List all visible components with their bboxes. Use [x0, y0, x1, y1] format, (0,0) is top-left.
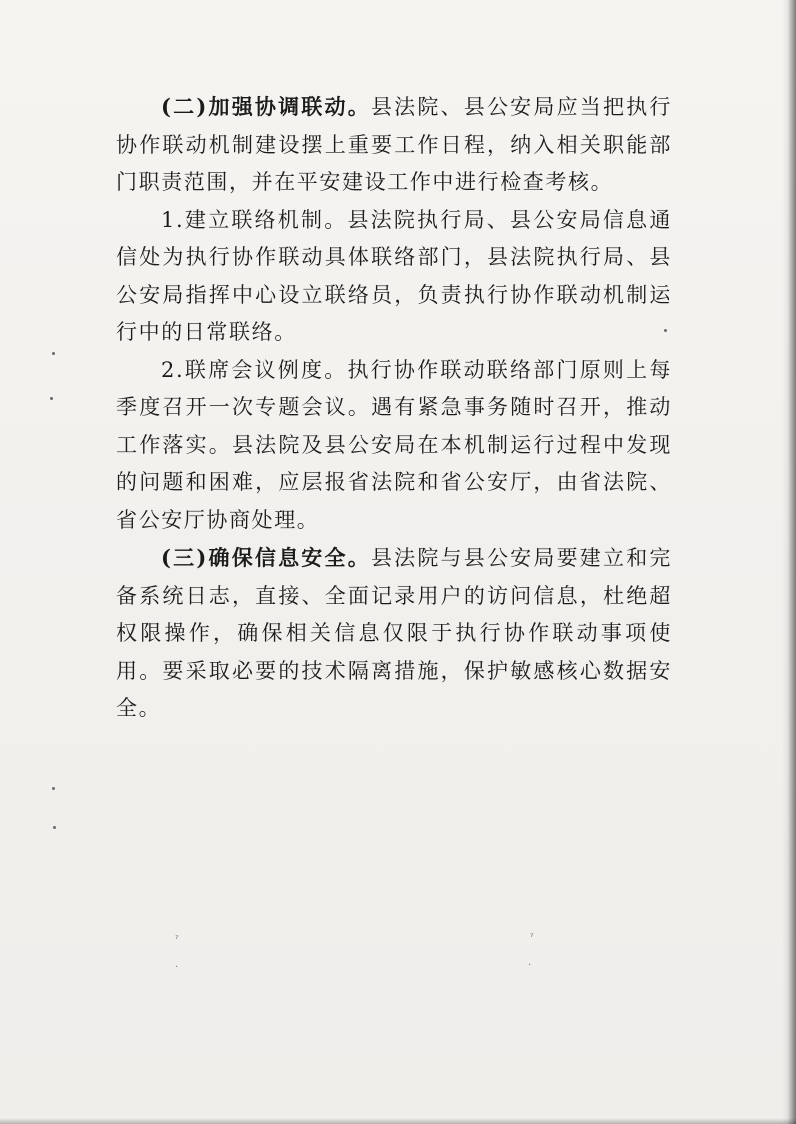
paragraph-liaison-mechanism	[116, 202, 672, 352]
scan-mark: ·	[528, 960, 532, 971]
section-heading-3: (三)确保信息安全。	[161, 545, 371, 570]
paragraph-coordination	[116, 88, 672, 202]
paragraph-text: 县法院与县公安局要建立和完备系统日志，直接、全面记录用户的访问信息，杜绝超权限操作，确保相关信息仅限于执行协作联动事项使用。要采取必要的技术隔离措施，保护敏感核心数据安全。	[116, 546, 672, 720]
scan-speck	[52, 787, 55, 790]
scan-mark: ·	[175, 962, 179, 973]
document-body	[116, 88, 672, 728]
section-heading-2: (二)加强协调联动。	[161, 94, 371, 119]
paragraph-text: 2.联席会议例度。执行协作联动联络部门原则上每季度召开一次专题会议。遇有紧急事务随时召开，推动工作落实。县法院及县公安局在本机制运行过程中发现的问题和困难，应层报省法院和省公安厅，由省法院、省公安厅协商处理。	[116, 357, 672, 532]
paragraph-joint-meeting	[116, 352, 672, 540]
scan-speck	[50, 397, 53, 400]
scan-shadow-right	[782, 0, 796, 1124]
scan-shadow-bottom	[0, 1118, 796, 1124]
paragraph-text: 1.建立联络机制。县法院执行局、县公安局信息通信处为执行协作联动具体联络部门，县法院执行局、县公安局指挥中心设立联络员，负责执行协作联动机制运行中的日常联络。	[116, 207, 672, 344]
scan-speck	[53, 826, 56, 829]
scan-mark: ˀ	[175, 934, 179, 945]
scan-speck	[664, 329, 667, 332]
paragraph-info-security	[116, 539, 672, 728]
scan-speck	[52, 352, 55, 355]
paragraph-text: 县法院、县公安局应当把执行协作联动机制建设摆上重要工作日程，纳入相关职能部门职责范围，并在平安建设工作中进行检查考核。	[116, 95, 672, 194]
scan-mark: ˀ	[530, 932, 534, 943]
